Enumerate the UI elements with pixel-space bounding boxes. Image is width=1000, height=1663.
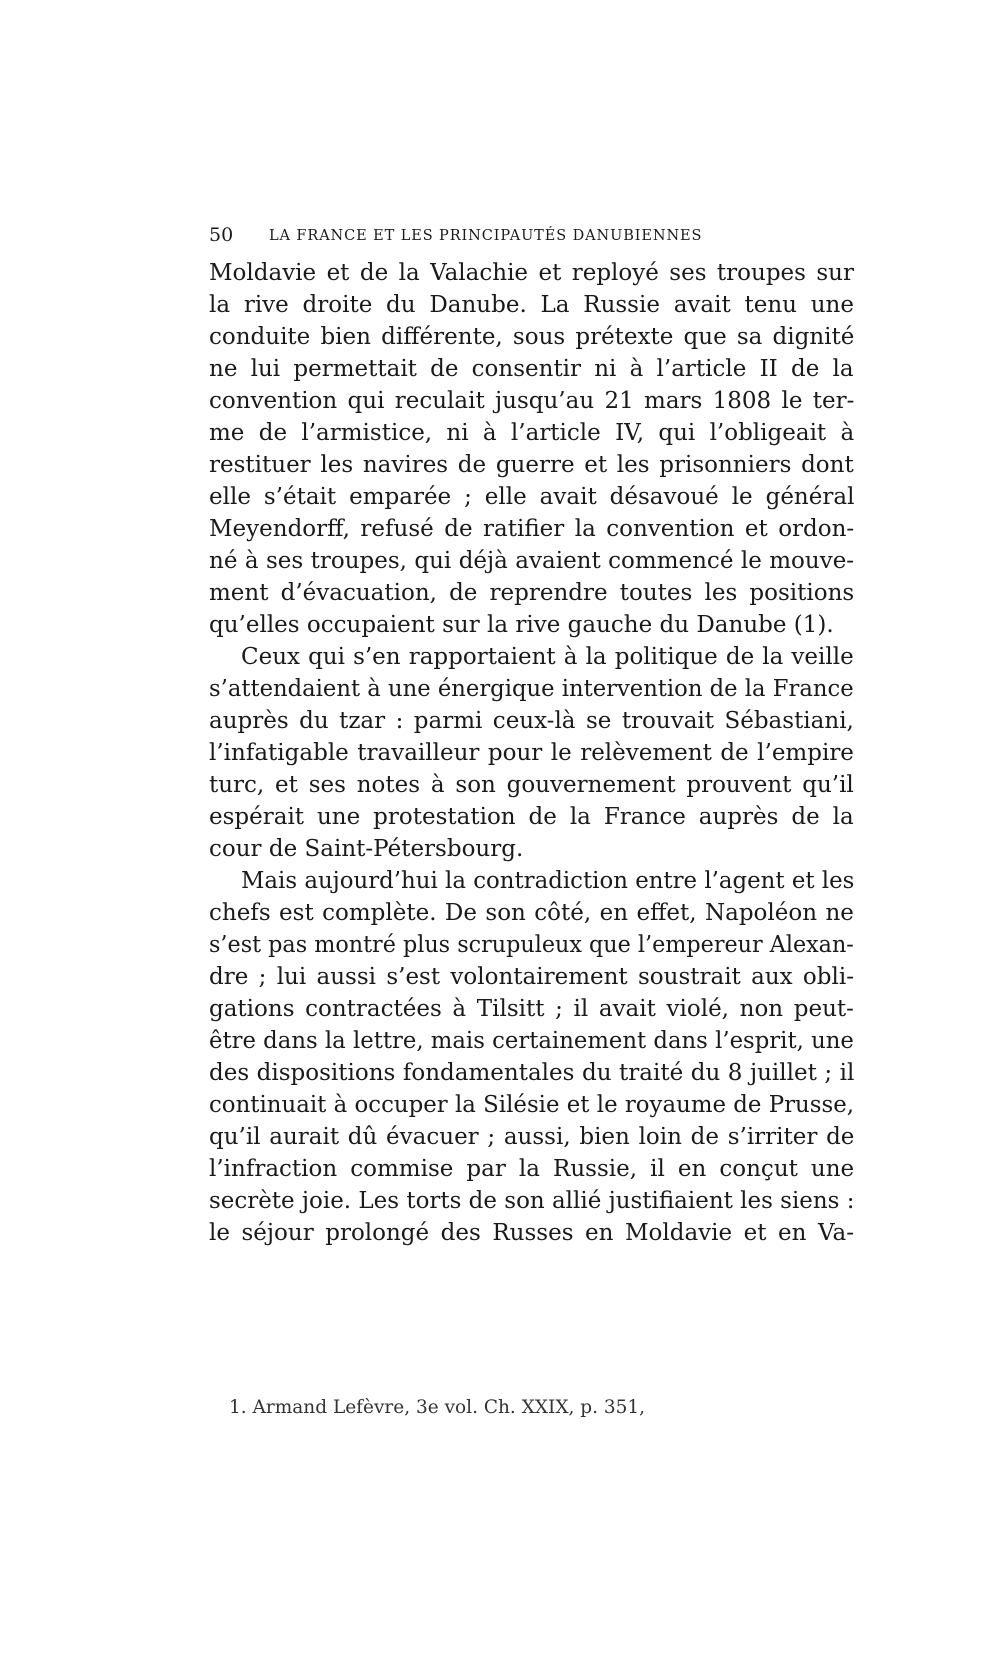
text-line: ne lui permettait de consentir ni à l’article II de la [209,356,854,382]
text-line: Moldavie et de la Valachie et reployé ses troupes sur [209,260,854,286]
text-line: auprès du tzar : parmi ceux-là se trouvait Sébastiani, [209,708,854,734]
page-number: 50 [209,224,234,246]
text-line: elle s’était emparée ; elle avait désavoué le général [209,484,855,510]
text-line: né à ses troupes, qui déjà avaient commencé le mouve- [209,548,855,574]
text-line: restituer les navires de guerre et les prisonniers dont [209,452,854,478]
text-line: qu’il aurait dû évacuer ; aussi, bien loin de s’irriter de [209,1124,855,1150]
text-line: l’infatigable travailleur pour le relèvement de l’empire [209,740,854,766]
text-line: Meyendorff, refusé de ratifier la convention et ordon- [209,516,855,542]
text-line: des dispositions fondamentales du traité du 8 juillet ; il [209,1060,855,1086]
text-line: s’attendaient à une énergique intervention de la France [209,676,854,702]
running-title: LA FRANCE ET LES PRINCIPAUTÉS DANUBIENNES [269,228,703,244]
text-line: conduite bien différente, sous prétexte que sa dignité [209,324,855,350]
text-line: espérait une protestation de la France auprès de la [209,804,854,830]
text-line: le séjour prolongé des Russes en Moldavie et en Va- [209,1220,854,1246]
text-line: s’est pas montré plus scrupuleux que l’empereur Alexan- [209,932,854,958]
text-line: dre ; lui aussi s’est volontairement soustrait aux obli- [209,964,854,990]
text-line: me de l’armistice, ni à l’article IV, qui l’obligeait à [209,420,855,446]
text-line: l’infraction commise par la Russie, il en conçut une [209,1156,855,1182]
text-line: qu’elles occupaient sur la rive gauche du Danube (1). [209,612,834,638]
running-head [209,223,809,247]
text-line: secrète joie. Les torts de son allié justifiaient les siens : [209,1188,855,1214]
text-line: continuait à occuper la Silésie et le royaume de Prusse, [209,1092,854,1118]
footnote: 1. Armand Lefèvre, 3e vol. Ch. XXIX, p. 351, [229,1397,646,1418]
text-line: chefs est complète. De son côté, en effet, Napoléon ne [209,900,854,926]
text-line: turc, et ses notes à son gouvernement prouvent qu’il [209,772,854,798]
text-line: la rive droite du Danube. La Russie avait tenu une [209,292,854,318]
text-line: ment d’évacuation, de reprendre toutes les positions [209,580,855,606]
text-line: gations contractées à Tilsitt ; il avait violé, non peut- [209,996,854,1022]
text-line-paragraph-start: Ceux qui s’en rapportaient à la politique de la veille [241,644,854,670]
text-line: convention qui reculait jusqu’au 21 mars 1808 le ter- [209,388,855,414]
text-line: cour de Saint-Pétersbourg. [209,836,524,862]
text-line: être dans la lettre, mais certainement dans l’esprit, une [209,1028,854,1054]
text-line-paragraph-start: Mais aujourd’hui la contradiction entre l’agent et les [241,868,855,894]
